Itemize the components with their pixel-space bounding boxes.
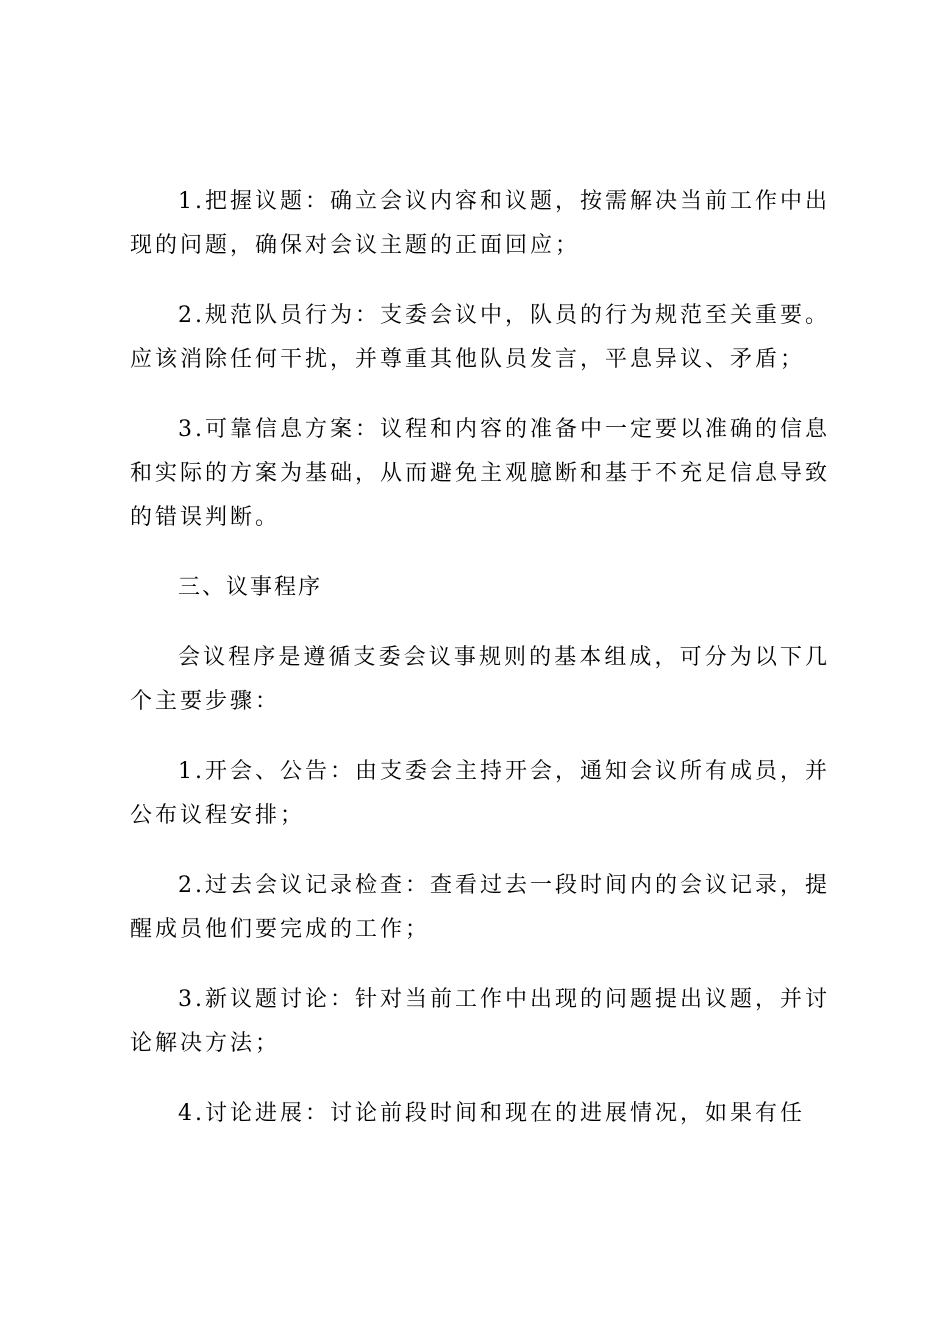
- step-open-meeting: 1.开会、公告：由支委会主持开会，通知会议所有成员，并公布议程安排；: [130, 759, 830, 828]
- step-review-records: 2.过去会议记录检查：查看过去一段时间内的会议记录，提醒成员他们要完成的工作；: [130, 873, 830, 942]
- document-body: [130, 180, 830, 1136]
- paragraph-member-conduct: 2.规范队员行为：支委会议中，队员的行为规范至关重要。应该消除任何干扰，并尊重其他队员发言，平息异议、矛盾；: [130, 303, 830, 372]
- paragraph-grasp-agenda: 1.把握议题：确立会议内容和议题，按需解决当前工作中出现的问题，确保对会议主题的正面回应；: [130, 189, 830, 258]
- paragraph-procedure-intro: 会议程序是遵循支委会议事规则的基本组成，可分为以下几个主要步骤：: [130, 645, 830, 714]
- step-new-topics: 3.新议题讨论：针对当前工作中出现的问题提出议题，并讨论解决方法；: [130, 987, 830, 1056]
- paragraph-reliable-info: 3.可靠信息方案：议程和内容的准备中一定要以准确的信息和实际的方案为基础，从而避免主观臆断和基于不充足信息导致的错误判断。: [130, 417, 831, 530]
- section-heading: 三、议事程序: [178, 575, 323, 600]
- step-discuss-progress: 4.讨论进展：讨论前段时间和现在的进展情况，如果有任: [178, 1101, 805, 1126]
